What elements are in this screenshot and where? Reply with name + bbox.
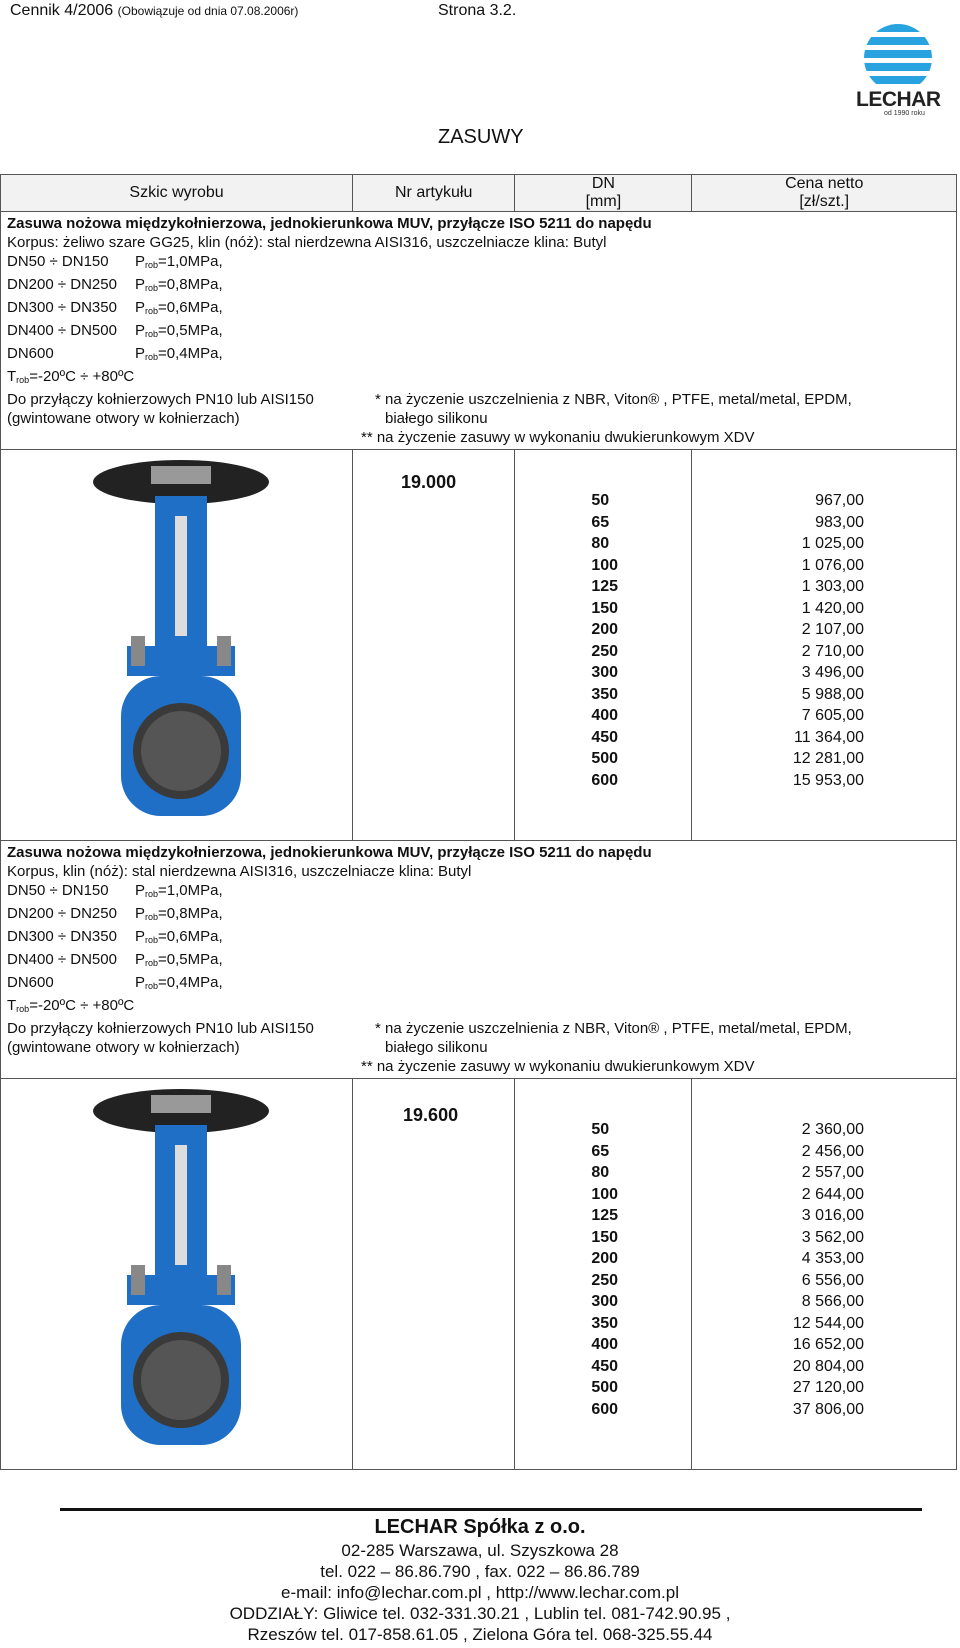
dn-value: 50 [591,1121,610,1138]
price-table [0,174,957,1470]
dn-value: 600 [591,1400,619,1418]
section-1-data-row [1,450,957,841]
dn-value: 50 [591,492,610,509]
section-2-description [1,841,957,1079]
price-value: 37 806,00 [792,1400,864,1418]
footer-address: 02-285 Warszawa, ul. Szyszkowa 28 [341,1541,619,1560]
price-value: 20 804,00 [792,1357,864,1375]
price-value: 3 562,00 [801,1228,864,1246]
temperature-line: $T_{rob}=-20ºC$ ÷ +80ºC [7,368,135,385]
dn-value: 80 [591,1164,610,1181]
dn-value: 200 [591,621,619,638]
table-header-row [1,175,957,212]
dn-list [515,450,692,841]
price-list [692,450,957,841]
header-article: Nr artykułu [353,175,515,212]
dn-value: 200 [591,1250,619,1267]
price-value: 3 016,00 [801,1207,864,1224]
footer-divider [60,1508,922,1511]
section-2-description-row [1,841,957,1079]
price-value: 2 644,00 [801,1185,864,1203]
price-value: 2 107,00 [801,621,864,638]
pressure-line: DN50 ÷ DN150 $P_{rob}=1,0MPa$, [7,253,223,270]
dn-value: 400 [591,707,619,724]
price-value: 15 953,00 [792,771,864,789]
section-1-description-row [1,212,957,450]
header-dn: DN [mm] [515,175,692,212]
price-value: 6 556,00 [801,1271,864,1289]
dn-value: 80 [591,535,610,552]
dn-value: 300 [591,664,619,681]
price-value: 3 496,00 [801,664,864,681]
price-value: 1 303,00 [801,578,864,595]
price-value: 1 025,00 [801,535,864,552]
dn-value: 450 [591,728,619,746]
price-value: 2 360,00 [801,1121,864,1138]
pressure-line: DN300 ÷ DN350 $P_{rob}=0,6MPa$, [7,928,223,945]
price-value: 8 566,00 [801,1293,864,1310]
pressure-line: DN200 ÷ DN250 $P_{rob}=0,8MPa$, [7,276,223,293]
footer-company: LECHAR Spółka z o.o. [374,1516,586,1538]
note-line: ** na życzenie zasuwy w wykonaniu dwukierunkowym XDV [361,1058,755,1075]
price-value: 12 281,00 [792,750,864,767]
price-value: 4 353,00 [801,1250,864,1267]
footer-branches-1: ODDZIAŁY: Gliwice tel. 032-331.30.21 , Lublin tel. 081-742.90.95 , [229,1604,731,1623]
knife-gate-valve-icon [91,1085,271,1455]
valve-image-2 [1,1079,353,1470]
price-list [692,1079,957,1470]
article-number: 19.000 [353,450,515,841]
section-heading: Zasuwa nożowa międzykołnierzowa, jednokierunkowa MUV, przyłącze ISO 5211 do napędu [7,215,652,232]
page-header [10,2,517,20]
section-2-data-row [1,1079,957,1470]
dn-value: 600 [591,771,619,789]
price-value: 5 988,00 [801,685,864,703]
pressure-line: DN400 ÷ DN500 $P_{rob}=0,5MPa$, [7,951,223,968]
price-value: 11 364,00 [794,728,864,746]
material-line: Korpus: żeliwo szare GG25, klin (nóż): stal nierdzewna AISI316, uszczelniacze klina: Butyl [7,234,607,251]
dn-value: 400 [591,1336,619,1353]
section-1-description [1,212,957,450]
price-value: 1 076,00 [801,556,864,574]
dn-value: 450 [591,1357,619,1375]
dn-value: 150 [591,1228,619,1246]
dn-value: 250 [591,1271,619,1289]
pricelist-label: Cennik 4/2006 [10,2,114,19]
article-number: 19.600 [353,1079,515,1470]
price-value: 2 557,00 [801,1164,864,1181]
dn-value: 65 [591,1142,610,1160]
dn-value: 300 [591,1293,619,1310]
dn-value: 500 [591,750,619,767]
footer-branches-2: Rzeszów tel. 017-858.61.05 , Zielona Góra tel. 068-325.55.44 [247,1625,713,1644]
valve-image-1 [1,450,353,841]
header-sketch: Szkic wyrobu [1,175,353,212]
price-value: 7 605,00 [801,707,864,724]
page-number: Strona 3.2. [438,2,517,19]
pressure-line: DN600 $P_{rob}=0,4MPa$, [7,974,223,991]
price-value: 2 456,00 [801,1142,864,1160]
note-line: ** na życzenie zasuwy w wykonaniu dwukierunkowym XDV [361,429,755,446]
price-value: 1 420,00 [801,599,864,617]
dn-value: 65 [591,513,610,531]
dn-value: 125 [591,578,619,595]
dn-value: 250 [591,642,619,660]
price-value: 983,00 [815,513,864,531]
connection-line: Do przyłączy kołnierzowych PN10 lub AISI150 * na życzenie uszczelnienia z NBR, Viton® , PTFE, metal/metal, EPDM, [7,391,852,408]
pressure-line: DN600 $P_{rob}=0,4MPa$, [7,345,223,362]
pressure-line: DN400 ÷ DN500 $P_{rob}=0,5MPa$, [7,322,223,339]
logo-wordmark: LECHAR [856,88,941,111]
temperature-line: $T_{rob}=-20ºC$ ÷ +80ºC [7,997,135,1014]
connection-line: Do przyłączy kołnierzowych PN10 lub AISI150 * na życzenie uszczelnienia z NBR, Viton® , PTFE, metal/metal, EPDM, [7,1020,852,1037]
price-value: 12 544,00 [792,1314,864,1332]
pressure-line: DN50 ÷ DN150 $P_{rob}=1,0MPa$, [7,882,223,899]
dn-value: 350 [591,685,619,703]
dn-value: 125 [591,1207,619,1224]
page-title: ZASUWY [438,126,524,148]
connection-line-2: (gwintowane otwory w kołnierzach) białego silikonu [7,1039,488,1056]
logo-since: od 1990 roku [884,110,925,117]
price-value: 27 120,00 [792,1379,864,1396]
dn-value: 100 [591,1185,619,1203]
header-price: Cena netto [zł/szt.] [692,175,957,212]
pressure-line: DN300 ÷ DN350 $P_{rob}=0,6MPa$, [7,299,223,316]
connection-line-2: (gwintowane otwory w kołnierzach) białego silikonu [7,410,488,427]
section-heading: Zasuwa nożowa międzykołnierzowa, jednokierunkowa MUV, przyłącze ISO 5211 do napędu [7,844,652,861]
dn-value: 100 [591,556,619,574]
footer-web: e-mail: info@lechar.com.pl , http://www.lechar.com.pl [280,1583,680,1602]
material-line: Korpus, klin (nóż): stal nierdzewna AISI316, uszczelniacze klina: Butyl [7,863,472,880]
dn-list [515,1079,692,1470]
price-value: 2 710,00 [801,642,864,660]
validity-label: (Obowiązuje od dnia 07.08.2006r) [117,4,299,18]
footer-phone: tel. 022 – 86.86.790 , fax. 022 – 86.86.789 [320,1562,640,1581]
dn-value: 150 [591,599,619,617]
price-value: 967,00 [815,492,864,509]
knife-gate-valve-icon [91,456,271,826]
pressure-line: DN200 ÷ DN250 $P_{rob}=0,8MPa$, [7,905,223,922]
price-value: 16 652,00 [792,1336,864,1353]
dn-value: 350 [591,1314,619,1332]
dn-value: 500 [591,1379,619,1396]
